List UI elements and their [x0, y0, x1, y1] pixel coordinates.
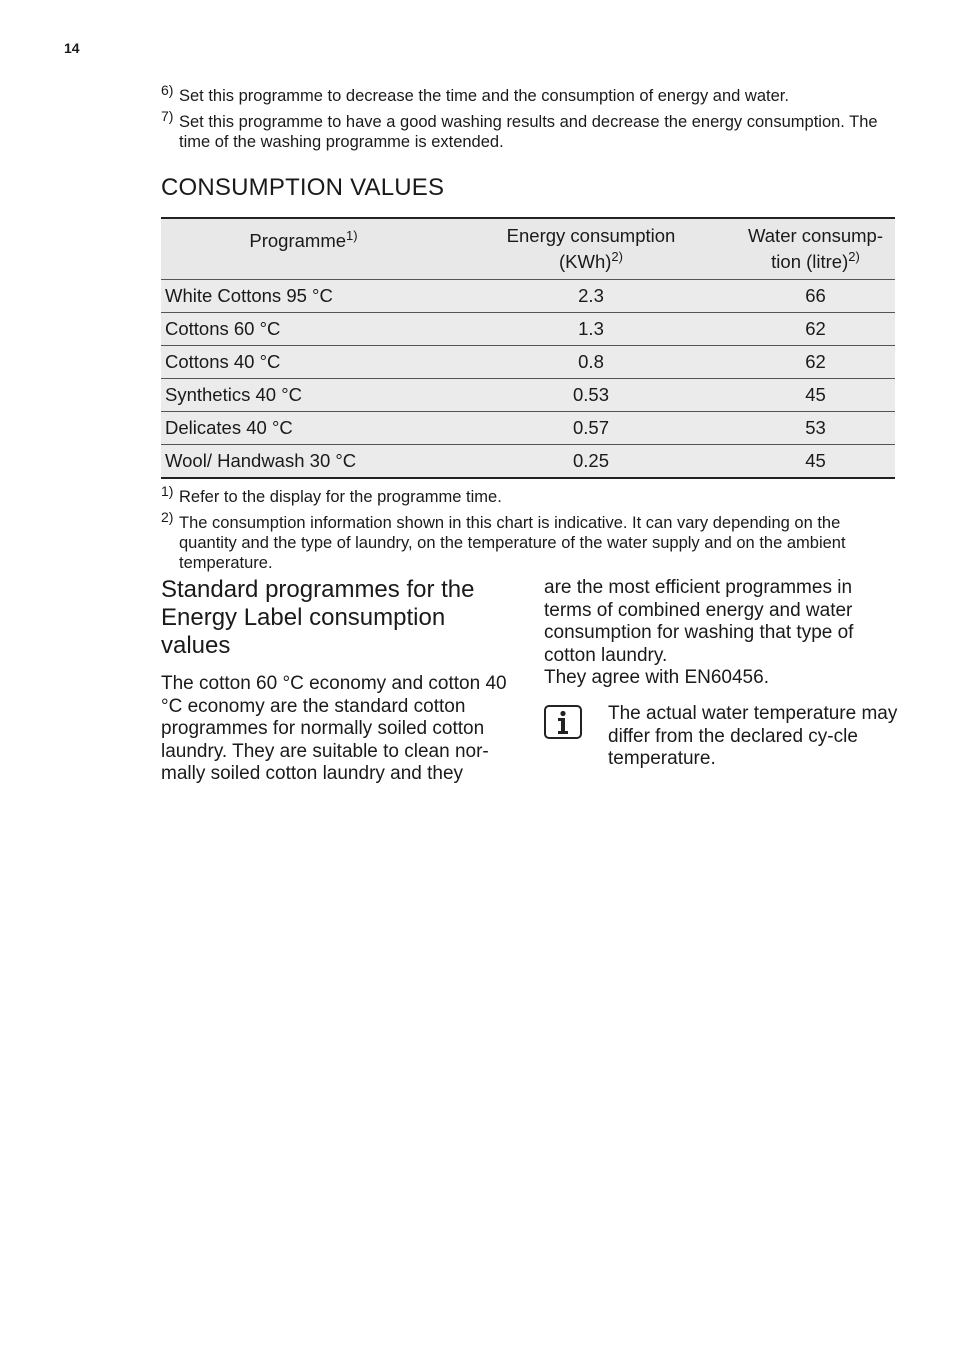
section-title: CONSUMPTION VALUES — [161, 174, 445, 201]
column-header-programme: Programme$^{1)}$ — [161, 218, 446, 280]
programme-cell: Delicates 40 °C — [161, 412, 446, 445]
water-cell: 45 — [736, 445, 895, 479]
table-row — [161, 379, 895, 412]
energy-cell: 0.57 — [446, 412, 736, 445]
footnote-mark: 6) — [161, 82, 174, 98]
column-header-water: Water consump- tion (litre)$^{2)}$ — [736, 218, 895, 280]
page-number: 14 — [64, 40, 80, 56]
water-cell: 45 — [736, 379, 895, 412]
energy-cell: 0.25 — [446, 445, 736, 479]
table-row — [161, 280, 895, 313]
programme-cell: Synthetics 40 °C — [161, 379, 446, 412]
programme-cell: Cottons 40 °C — [161, 346, 446, 379]
paragraph: They agree with EN60456. — [544, 667, 769, 688]
table-footnote-2 — [161, 509, 901, 573]
consumption-table — [161, 217, 895, 479]
footnote-mark: 7) — [161, 108, 174, 124]
info-note: The actual water temperature may differ from the declared cy-cle temperature. — [608, 703, 898, 769]
footnote-text: The consumption information shown in this chart is indicative. It can vary depending on the quantity and the type of laundry, on the temperature of the water supply and on the ambient temperature. — [179, 514, 846, 572]
footnote-7 — [161, 108, 901, 152]
info-icon — [544, 705, 582, 739]
standard-programmes-text-right — [544, 577, 896, 690]
programme-cell: Wool/ Handwash 30 °C — [161, 445, 446, 479]
standard-programmes-heading: Standard programmes for the Energy Label consumption values — [161, 576, 475, 659]
energy-cell: 2.3 — [446, 280, 736, 313]
column-header-energy: Energy consumption (KWh)$^{2)}$ — [446, 218, 736, 280]
standard-programmes-text-left: The cotton 60 °C economy and cotton 40 °C economy are the standard cotton programmes for normally soiled cotton laundry. They are suitable to clean nor-mally soiled cotton laundry and they — [161, 673, 507, 784]
water-cell: 66 — [736, 280, 895, 313]
water-cell: 62 — [736, 346, 895, 379]
energy-cell: 0.53 — [446, 379, 736, 412]
footnote-text: Set this programme to have a good washing results and decrease the energy consumption. The time of the washing programme is extended. — [179, 113, 878, 151]
table-row — [161, 445, 895, 479]
table-row — [161, 346, 895, 379]
footnote-text: Set this programme to decrease the time and the consumption of energy and water. — [179, 87, 789, 105]
energy-cell: 1.3 — [446, 313, 736, 346]
water-cell: 62 — [736, 313, 895, 346]
table-footnote-1 — [161, 483, 901, 507]
programme-cell: Cottons 60 °C — [161, 313, 446, 346]
table-row — [161, 313, 895, 346]
footnote-mark: 1) — [161, 483, 174, 499]
footnote-text: Refer to the display for the programme time. — [179, 488, 502, 506]
programme-cell: White Cottons 95 °C — [161, 280, 446, 313]
table-header-row — [161, 218, 895, 280]
table-row — [161, 412, 895, 445]
paragraph: are the most efficient programmes in terms of combined energy and water consumption for washing that type of cotton laundry. — [544, 577, 854, 666]
footnote-6 — [161, 82, 901, 106]
energy-cell: 0.8 — [446, 346, 736, 379]
water-cell: 53 — [736, 412, 895, 445]
footnote-mark: 2) — [161, 509, 174, 525]
